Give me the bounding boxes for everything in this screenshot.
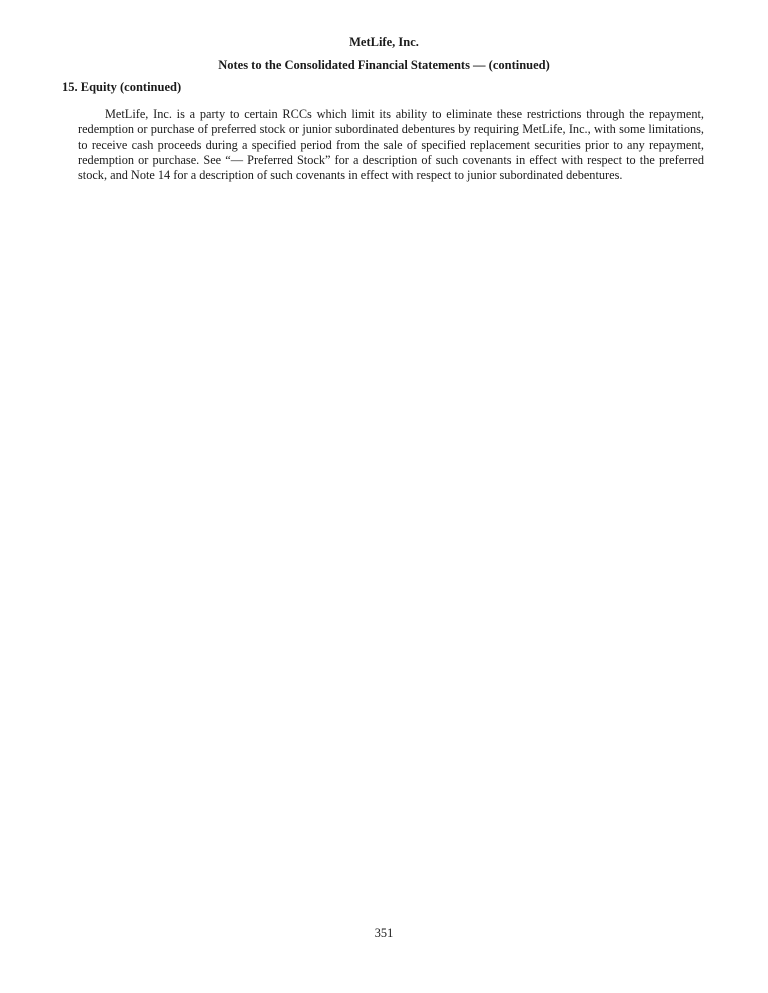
page-number: 351 bbox=[374, 926, 394, 940]
notes-subtitle: Notes to the Consolidated Financial Statements — (continued) bbox=[218, 58, 550, 72]
body-paragraph: MetLife, Inc. is a party to certain RCCs which limit its ability to eliminate these restrictions through the repayment, redemption or purchase of preferred stock or junior subordinated debentures by requiring MetLife, Inc., with some limitations, to receive cash proceeds during a specified period from the sale of specified replacement securities prior to any repayment, redemption or purchase. See “— Preferred Stock” for a description of such covenants in effect with respect to the preferred stock, and Note 14 for a description of such covenants in effect with respect to junior subordinated debentures. bbox=[78, 107, 704, 183]
company-title: MetLife, Inc. bbox=[349, 35, 419, 49]
section-heading-equity: 15. Equity (continued) bbox=[62, 80, 182, 94]
